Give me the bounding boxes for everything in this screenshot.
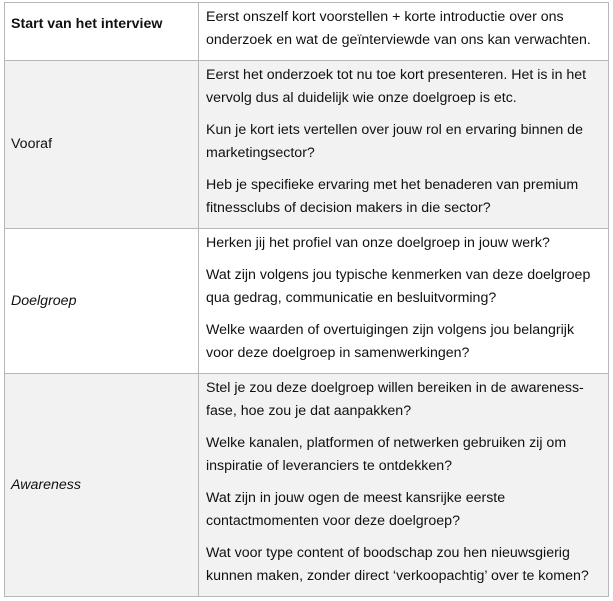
question-item: Heb je specifieke ervaring met het benaderen van premium fitnessclubs of decision makers in die sector? [206,177,579,216]
row-label-awareness: Awareness [11,476,81,493]
interview-table [4,2,609,597]
row-label-cell [5,229,199,374]
question-item: Welke kanalen, platformen of netwerken gebruiken zij om inspiratie of leveranciers te ontdekken? [206,435,567,474]
intro-text: Eerst onszelf kort voorstellen + korte introductie over ons onderzoek en wat de geïnterviewde van ons kan verwachten. [206,9,591,48]
row-content-cell [199,3,609,61]
question-item: Wat zijn in jouw ogen de meest kansrijke eerste contactmomenten voor deze doelgroep? [206,490,506,529]
row-label-cell [5,3,199,61]
row-label-start: Start van het interview [11,16,163,32]
row-label-cell [5,374,199,597]
table-row-start [5,3,609,61]
question-item: Stel je zou deze doelgroep willen bereiken in de awareness-fase, hoe zou je dat aanpakken? [206,380,584,419]
question-item: Welke waarden of overtuigingen zijn volgens jou belangrijk voor deze doelgroep in samenwerkingen? [206,322,575,361]
table-row-doelgroep [5,229,609,374]
table-row-vooraf [5,61,609,229]
row-label-cell [5,61,199,229]
table-row-awareness [5,374,609,597]
row-label-doelgroep: Doelgroep [11,292,77,309]
question-item: Wat voor type content of boodschap zou hen nieuwsgierig kunnen maken, zonder direct ‘verkoopachtig’ over te komen? [206,545,589,584]
question-item: Herken jij het profiel van onze doelgroep in jouw werk? [206,235,550,251]
question-item: Wat zijn volgens jou typische kenmerken van deze doelgroep qua gedrag, communicatie en besluitvorming? [206,267,591,306]
row-questions-cell [199,374,609,597]
row-questions-cell [199,61,609,229]
question-item: Eerst het onderzoek tot nu toe kort presenteren. Het is in het vervolg dus al duidelijk wie onze doelgroep is etc. [206,67,587,106]
row-label-vooraf: Vooraf [11,136,53,152]
question-item: Kun je kort iets vertellen over jouw rol en ervaring binnen de marketingsector? [206,122,583,161]
row-questions-cell [199,229,609,374]
